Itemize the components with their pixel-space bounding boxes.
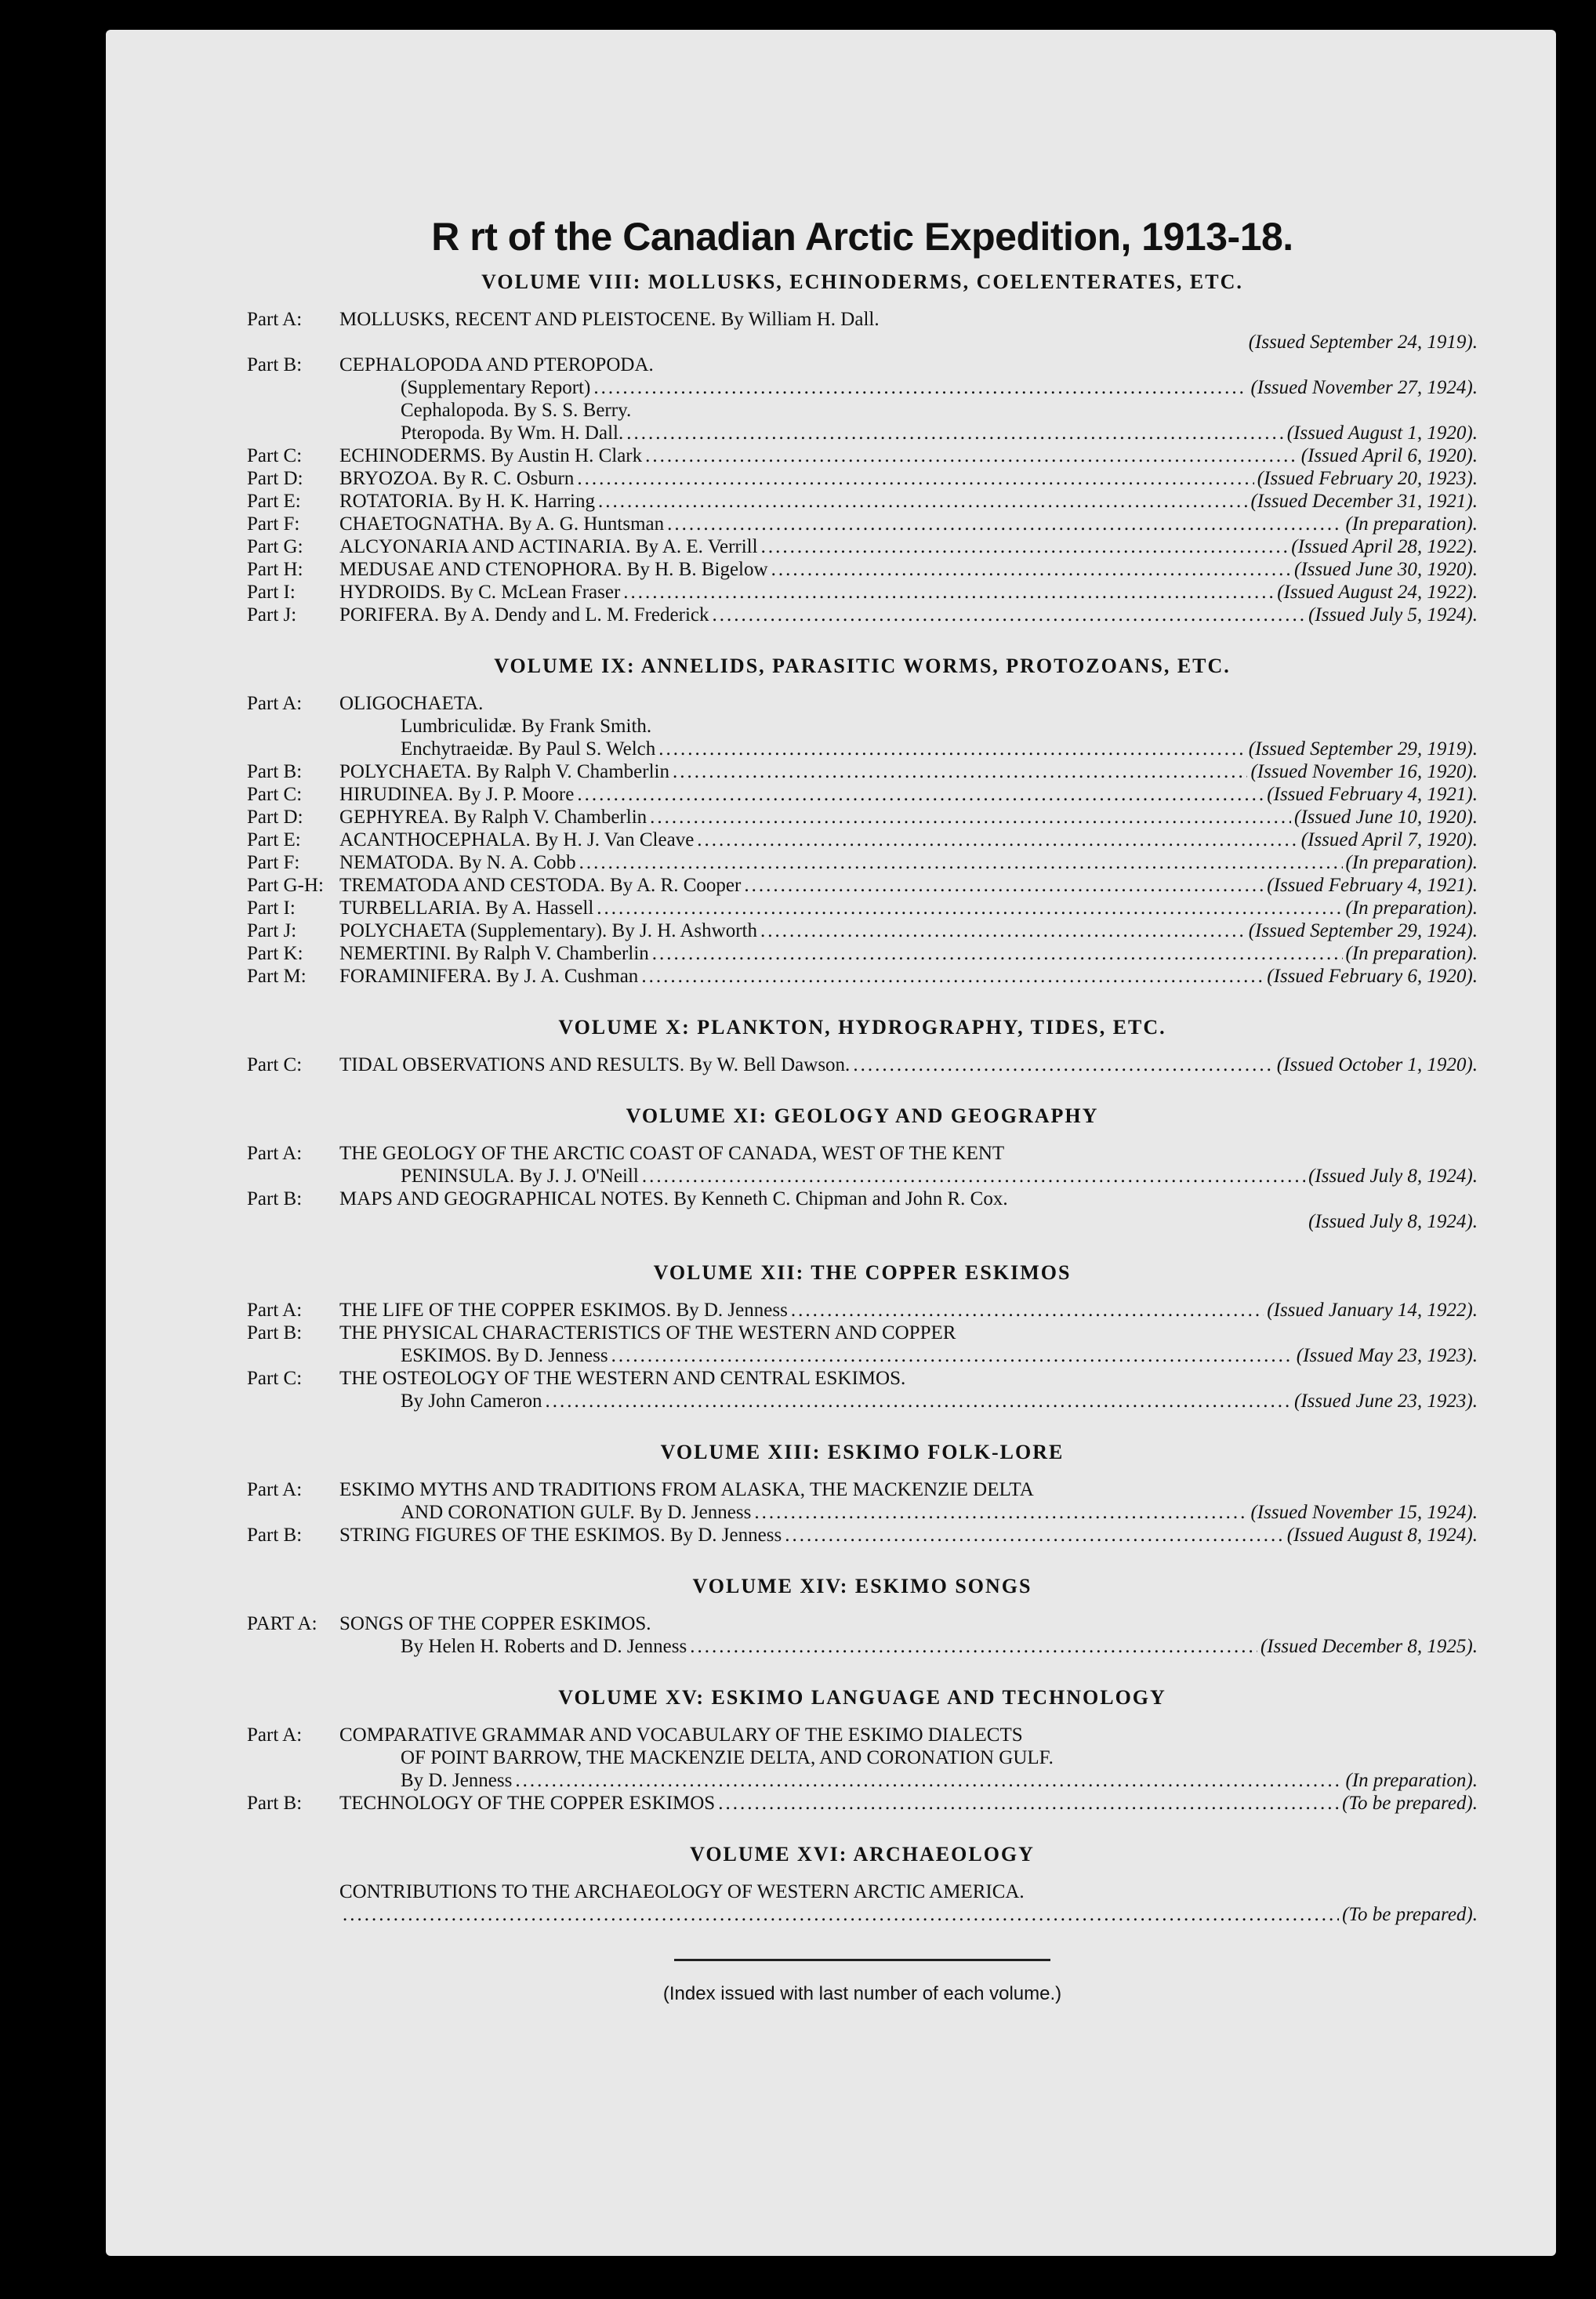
volume-heading: VOLUME IX: ANNELIDS, PARASITIC WORMS, PROTOZOANS, ETC. bbox=[494, 655, 1231, 677]
entry-title: Cephalopoda. By S. S. Berry. bbox=[401, 400, 632, 421]
entry-body bbox=[339, 1880, 1478, 1926]
page-title: R rt of the Canadian Arctic Expedition, 1913-18. bbox=[431, 215, 1293, 259]
part-label: Part M: bbox=[247, 966, 307, 987]
volume-heading: VOLUME XIII: ESKIMO FOLK-LORE bbox=[660, 1441, 1065, 1463]
entry-line bbox=[339, 1053, 1478, 1076]
entry-title: STRING FIGURES OF THE ESKIMOS. By D. Jenness bbox=[339, 1525, 782, 1546]
list-item bbox=[247, 354, 1478, 444]
entry-line bbox=[339, 1746, 1478, 1769]
entry-body bbox=[339, 535, 1478, 558]
entry-title: POLYCHAETA (Supplementary). By J. H. Ashworth bbox=[339, 920, 757, 941]
entry-title: CONTRIBUTIONS TO THE ARCHAEOLOGY OF WESTERN ARCTIC AMERICA. bbox=[339, 1881, 1025, 1902]
entry-title: ALCYONARIA AND ACTINARIA. By A. E. Verrill bbox=[339, 536, 758, 557]
volume-entries bbox=[247, 692, 1478, 988]
list-item bbox=[247, 1524, 1478, 1547]
entry-title: PENINSULA. By J. J. O'Neill bbox=[401, 1166, 639, 1187]
list-item bbox=[247, 897, 1478, 919]
volume-entries bbox=[247, 1053, 1478, 1076]
entry-title: PORIFERA. By A. Dendy and L. M. Frederick bbox=[339, 604, 709, 626]
entry-body bbox=[339, 604, 1478, 626]
part-label: Part B: bbox=[247, 1322, 303, 1344]
issued-date: (Issued June 30, 1920). bbox=[1294, 559, 1478, 580]
list-item bbox=[247, 1299, 1478, 1322]
leader-dots bbox=[658, 738, 1245, 760]
entry-title: Pteropoda. By Wm. H. Dall. bbox=[401, 422, 624, 444]
part-label: Part A: bbox=[247, 1724, 303, 1746]
entry-line bbox=[339, 1635, 1478, 1658]
part-label: Part J: bbox=[247, 920, 297, 941]
leader-dots bbox=[645, 444, 1298, 467]
entry-body bbox=[339, 942, 1478, 965]
volume-heading: VOLUME XII: THE COPPER ESKIMOS bbox=[653, 1261, 1072, 1284]
part-label: Part A: bbox=[247, 693, 303, 714]
list-item bbox=[247, 1478, 1478, 1524]
volume-entries bbox=[247, 1299, 1478, 1412]
entry-line bbox=[339, 1344, 1478, 1367]
leader-dots bbox=[343, 1903, 1339, 1926]
entry-line bbox=[339, 422, 1478, 444]
entry-title: OLIGOCHAETA. bbox=[339, 693, 484, 714]
list-item bbox=[247, 581, 1478, 604]
part-label: Part A: bbox=[247, 1143, 303, 1164]
entry-title: ACANTHOCEPHALA. By H. J. Van Cleave bbox=[339, 829, 695, 850]
part-label: Part C: bbox=[247, 784, 303, 805]
volume-entries bbox=[247, 1880, 1478, 1926]
volume-list bbox=[247, 270, 1478, 1926]
entry-title: NEMERTINI. By Ralph V. Chamberlin bbox=[339, 943, 649, 964]
issued-date: (In preparation). bbox=[1345, 897, 1478, 919]
part-label: Part B: bbox=[247, 354, 303, 375]
part-label: Part G-H: bbox=[247, 875, 324, 896]
list-item bbox=[247, 783, 1478, 806]
entry-title: ECHINODERMS. By Austin H. Clark bbox=[339, 445, 643, 466]
volume-entries bbox=[247, 1612, 1478, 1658]
entry-line bbox=[339, 1501, 1478, 1524]
entry-body bbox=[339, 1299, 1478, 1322]
entry-title: ROTATORIA. By H. K. Harring bbox=[339, 491, 595, 512]
issued-date: (Issued June 23, 1923). bbox=[1294, 1391, 1478, 1412]
entry-body bbox=[339, 692, 1478, 760]
entry-line bbox=[339, 1612, 1478, 1635]
entry-line bbox=[339, 604, 1478, 626]
leader-dots bbox=[754, 1501, 1247, 1524]
list-item bbox=[247, 535, 1478, 558]
list-item bbox=[247, 1880, 1478, 1926]
part-label: Part B: bbox=[247, 761, 303, 782]
leader-dots bbox=[641, 965, 1264, 988]
issued-date: (Issued July 8, 1924). bbox=[1308, 1166, 1478, 1187]
part-label bbox=[247, 1880, 339, 1926]
list-item bbox=[247, 558, 1478, 581]
part-label: PART A: bbox=[247, 1613, 317, 1634]
list-item bbox=[247, 1724, 1478, 1792]
entry-title: ESKIMOS. By D. Jenness bbox=[401, 1345, 608, 1366]
volume-entries bbox=[247, 1724, 1478, 1815]
entry-title: OF POINT BARROW, THE MACKENZIE DELTA, AND CORONATION GULF. bbox=[401, 1747, 1054, 1768]
issued-date: (Issued August 1, 1920). bbox=[1286, 422, 1478, 444]
leader-dots bbox=[771, 558, 1291, 581]
entry-line bbox=[339, 308, 1478, 331]
list-item bbox=[247, 1792, 1478, 1815]
leader-dots bbox=[579, 851, 1343, 874]
entry-line bbox=[339, 399, 1478, 422]
entry-line bbox=[339, 1322, 1478, 1344]
entry-line bbox=[339, 806, 1478, 829]
issued-date: (Issued November 16, 1920). bbox=[1250, 761, 1478, 782]
entry-title: CEPHALOPODA AND PTEROPODA. bbox=[339, 354, 654, 375]
entry-line bbox=[339, 1390, 1478, 1412]
part-label: Part E: bbox=[247, 491, 301, 512]
issued-date: (In preparation). bbox=[1345, 943, 1478, 964]
issued-date: (In preparation). bbox=[1345, 513, 1478, 535]
issued-date: (Issued August 24, 1922). bbox=[1277, 582, 1478, 603]
entry-title: SONGS OF THE COPPER ESKIMOS. bbox=[339, 1613, 651, 1634]
entry-line bbox=[339, 1210, 1478, 1233]
entry-title: TIDAL OBSERVATIONS AND RESULTS. By W. Bell Dawson. bbox=[339, 1054, 851, 1075]
entry-line bbox=[339, 376, 1478, 399]
entry-line bbox=[339, 581, 1478, 604]
issued-date: (Issued December 31, 1921). bbox=[1250, 491, 1478, 512]
issued-date: (Issued October 1, 1920). bbox=[1276, 1054, 1478, 1075]
leader-dots bbox=[673, 760, 1248, 783]
list-item bbox=[247, 308, 1478, 354]
leader-dots bbox=[744, 874, 1264, 897]
page-content bbox=[247, 214, 1478, 2005]
list-item bbox=[247, 806, 1478, 829]
entry-line bbox=[339, 1769, 1478, 1792]
issued-date: (Issued July 8, 1924). bbox=[1308, 1211, 1478, 1232]
entry-line bbox=[339, 738, 1478, 760]
issued-date: (Issued February 6, 1920). bbox=[1267, 966, 1478, 987]
entry-line bbox=[339, 715, 1478, 738]
leader-dots bbox=[690, 1635, 1257, 1658]
entry-title: Enchytraeidæ. By Paul S. Welch bbox=[401, 738, 656, 760]
entry-body bbox=[339, 308, 1478, 354]
issued-date: (Issued July 5, 1924). bbox=[1308, 604, 1478, 626]
entry-body bbox=[339, 1524, 1478, 1547]
entry-line bbox=[339, 783, 1478, 806]
list-item bbox=[247, 760, 1478, 783]
part-label: Part A: bbox=[247, 1479, 303, 1500]
leader-dots bbox=[718, 1792, 1339, 1815]
leader-dots bbox=[642, 1165, 1305, 1188]
issued-date: (Issued February 4, 1921). bbox=[1267, 784, 1478, 805]
entry-line bbox=[339, 1299, 1478, 1322]
leader-dots bbox=[593, 376, 1247, 399]
entry-title: THE GEOLOGY OF THE ARCTIC COAST OF CANADA, WEST OF THE KENT bbox=[339, 1143, 1005, 1164]
entry-body bbox=[339, 1367, 1478, 1412]
entry-line bbox=[339, 535, 1478, 558]
issued-date: (Issued September 24, 1919). bbox=[1248, 332, 1478, 353]
part-label: Part C: bbox=[247, 445, 303, 466]
entry-title: TURBELLARIA. By A. Hassell bbox=[339, 897, 594, 919]
list-item bbox=[247, 490, 1478, 513]
entry-body bbox=[339, 829, 1478, 851]
volume-heading: VOLUME XI: GEOLOGY AND GEOGRAPHY bbox=[626, 1104, 1099, 1127]
entry-line bbox=[339, 1188, 1478, 1210]
entry-line bbox=[339, 1880, 1478, 1903]
volume-entries bbox=[247, 1478, 1478, 1547]
leader-dots bbox=[853, 1053, 1273, 1076]
list-item bbox=[247, 965, 1478, 988]
entry-line bbox=[339, 354, 1478, 376]
part-label: Part C: bbox=[247, 1368, 303, 1389]
entry-title: By Helen H. Roberts and D. Jenness bbox=[401, 1636, 687, 1657]
entry-line bbox=[339, 942, 1478, 965]
part-label: Part J: bbox=[247, 604, 297, 626]
entry-body bbox=[339, 1612, 1478, 1658]
issued-date: (Issued September 29, 1924). bbox=[1248, 920, 1478, 941]
part-label: Part G: bbox=[247, 536, 303, 557]
entry-title: HIRUDINEA. By J. P. Moore bbox=[339, 784, 575, 805]
entry-line bbox=[339, 1792, 1478, 1815]
list-item bbox=[247, 604, 1478, 626]
leader-dots bbox=[760, 919, 1246, 942]
leader-dots bbox=[697, 829, 1297, 851]
issued-date: (Issued February 4, 1921). bbox=[1267, 875, 1478, 896]
entry-body bbox=[339, 1188, 1478, 1233]
entry-body bbox=[339, 806, 1478, 829]
entry-line bbox=[339, 558, 1478, 581]
part-label: Part I: bbox=[247, 897, 296, 919]
entry-title: THE OSTEOLOGY OF THE WESTERN AND CENTRAL ESKIMOS. bbox=[339, 1368, 906, 1389]
entry-title: CHAETOGNATHA. By A. G. Huntsman bbox=[339, 513, 665, 535]
entry-body bbox=[339, 965, 1478, 988]
entry-title: MOLLUSKS, RECENT AND PLEISTOCENE. By William H. Dall. bbox=[339, 309, 880, 330]
entry-title: By John Cameron bbox=[401, 1391, 542, 1412]
list-item bbox=[247, 851, 1478, 874]
entry-line bbox=[339, 1478, 1478, 1501]
entry-body bbox=[339, 467, 1478, 490]
issued-date: (Issued April 6, 1920). bbox=[1300, 445, 1478, 466]
part-label: Part B: bbox=[247, 1793, 303, 1814]
part-label: Part H: bbox=[247, 559, 303, 580]
leader-dots bbox=[598, 490, 1247, 513]
part-label: Part C: bbox=[247, 1054, 303, 1075]
part-label: Part I: bbox=[247, 582, 296, 603]
part-label: Part E: bbox=[247, 829, 301, 850]
entry-body bbox=[339, 1478, 1478, 1524]
volume-heading: VOLUME XIV: ESKIMO SONGS bbox=[692, 1575, 1032, 1597]
issued-date: (Issued May 23, 1923). bbox=[1296, 1345, 1478, 1366]
index-note: (Index issued with last number of each volume.) bbox=[662, 1983, 1062, 2004]
entry-line bbox=[339, 1903, 1478, 1926]
entry-title: COMPARATIVE GRAMMAR AND VOCABULARY OF THE ESKIMO DIALECTS bbox=[339, 1724, 1023, 1746]
entry-body bbox=[339, 897, 1478, 919]
entry-line bbox=[339, 851, 1478, 874]
entry-line bbox=[339, 919, 1478, 942]
entry-title: POLYCHAETA. By Ralph V. Chamberlin bbox=[339, 761, 669, 782]
entry-body bbox=[339, 513, 1478, 535]
part-label: Part A: bbox=[247, 1300, 303, 1321]
list-item bbox=[247, 1053, 1478, 1076]
entry-body bbox=[339, 558, 1478, 581]
entry-body bbox=[339, 581, 1478, 604]
list-item bbox=[247, 874, 1478, 897]
entry-body bbox=[339, 490, 1478, 513]
leader-dots bbox=[611, 1344, 1293, 1367]
issued-date: (Issued December 8, 1925). bbox=[1260, 1636, 1478, 1657]
leader-dots bbox=[597, 897, 1342, 919]
issued-date: (Issued April 7, 1920). bbox=[1300, 829, 1478, 850]
entry-title: NEMATODA. By N. A. Cobb bbox=[339, 852, 576, 873]
part-label: Part K: bbox=[247, 943, 303, 964]
list-item bbox=[247, 829, 1478, 851]
issued-date: (Issued September 29, 1919). bbox=[1248, 738, 1478, 760]
leader-dots bbox=[546, 1390, 1291, 1412]
document-page bbox=[106, 30, 1556, 2256]
issued-date: (Issued January 14, 1922). bbox=[1267, 1300, 1478, 1321]
leader-dots bbox=[713, 604, 1306, 626]
leader-dots bbox=[650, 806, 1291, 829]
entry-title: AND CORONATION GULF. By D. Jenness bbox=[401, 1502, 752, 1523]
issued-date: (Issued November 27, 1924). bbox=[1250, 377, 1478, 398]
entry-title: (Supplementary Report) bbox=[401, 377, 591, 398]
entry-line bbox=[339, 829, 1478, 851]
entry-line bbox=[339, 760, 1478, 783]
part-label: Part B: bbox=[247, 1188, 303, 1209]
list-item bbox=[247, 1142, 1478, 1188]
entry-line bbox=[339, 965, 1478, 988]
volume-entries bbox=[247, 308, 1478, 626]
issued-date: (Issued June 10, 1920). bbox=[1294, 807, 1478, 828]
issued-date: (Issued August 8, 1924). bbox=[1286, 1525, 1478, 1546]
list-item bbox=[247, 942, 1478, 965]
entry-body bbox=[339, 354, 1478, 444]
entry-line bbox=[339, 1724, 1478, 1746]
list-item bbox=[247, 692, 1478, 760]
list-item bbox=[247, 467, 1478, 490]
issued-date: (Issued November 15, 1924). bbox=[1250, 1502, 1478, 1523]
entry-body bbox=[339, 1053, 1478, 1076]
part-label: Part D: bbox=[247, 807, 303, 828]
entry-line bbox=[339, 331, 1478, 354]
entry-line bbox=[339, 444, 1478, 467]
entry-title: FORAMINIFERA. By J. A. Cushman bbox=[339, 966, 639, 987]
entry-title: ESKIMO MYTHS AND TRADITIONS FROM ALASKA, THE MACKENZIE DELTA bbox=[339, 1479, 1034, 1500]
list-item bbox=[247, 919, 1478, 942]
part-label: Part B: bbox=[247, 1525, 303, 1546]
entry-title: MEDUSAE AND CTENOPHORA. By H. B. Bigelow bbox=[339, 559, 768, 580]
leader-dots bbox=[626, 422, 1283, 444]
entry-line bbox=[339, 513, 1478, 535]
leader-dots bbox=[623, 581, 1274, 604]
volume-entries bbox=[247, 1142, 1478, 1233]
volume-heading: VOLUME XVI: ARCHAEOLOGY bbox=[690, 1843, 1035, 1866]
entry-title: BRYOZOA. By R. C. Osburn bbox=[339, 468, 575, 489]
issued-date: (To be prepared). bbox=[1342, 1793, 1478, 1814]
entry-title: TECHNOLOGY OF THE COPPER ESKIMOS bbox=[339, 1793, 716, 1814]
issued-date: (Issued February 20, 1923). bbox=[1257, 468, 1478, 489]
entry-line bbox=[339, 1367, 1478, 1390]
entry-title: By D. Jenness bbox=[401, 1770, 513, 1791]
list-item bbox=[247, 1612, 1478, 1658]
part-label: Part A: bbox=[247, 309, 303, 330]
issued-date: (In preparation). bbox=[1345, 852, 1478, 873]
entry-title: TREMATODA AND CESTODA. By A. R. Cooper bbox=[339, 875, 742, 896]
entry-body bbox=[339, 919, 1478, 942]
entry-body bbox=[339, 1724, 1478, 1792]
entry-line bbox=[339, 874, 1478, 897]
volume-heading: VOLUME VIII: MOLLUSKS, ECHINODERMS, COELENTERATES, ETC. bbox=[481, 270, 1243, 293]
leader-dots bbox=[761, 535, 1289, 558]
issued-date: (Issued April 28, 1922). bbox=[1291, 536, 1478, 557]
entry-body bbox=[339, 1322, 1478, 1367]
part-label: Part F: bbox=[247, 852, 300, 873]
entry-line bbox=[339, 490, 1478, 513]
entry-body bbox=[339, 444, 1478, 467]
list-item bbox=[247, 1188, 1478, 1233]
leader-dots bbox=[652, 942, 1343, 965]
issued-date: (To be prepared). bbox=[1342, 1904, 1478, 1925]
volume-heading: VOLUME XV: ESKIMO LANGUAGE AND TECHNOLOGY bbox=[558, 1686, 1166, 1709]
entry-body bbox=[339, 783, 1478, 806]
part-label: Part F: bbox=[247, 513, 300, 535]
entry-title: GEPHYREA. By Ralph V. Chamberlin bbox=[339, 807, 647, 828]
leader-dots bbox=[577, 467, 1253, 490]
list-item bbox=[247, 444, 1478, 467]
entry-body bbox=[339, 851, 1478, 874]
leader-dots bbox=[785, 1524, 1284, 1547]
entry-line bbox=[339, 1165, 1478, 1188]
entry-title: THE PHYSICAL CHARACTERISTICS OF THE WESTERN AND COPPER bbox=[339, 1322, 956, 1344]
list-item bbox=[247, 513, 1478, 535]
leader-dots bbox=[791, 1299, 1264, 1322]
leader-dots bbox=[515, 1769, 1342, 1792]
leader-dots bbox=[667, 513, 1342, 535]
entry-body bbox=[339, 1142, 1478, 1188]
volume-heading: VOLUME X: PLANKTON, HYDROGRAPHY, TIDES, ETC. bbox=[558, 1016, 1166, 1039]
entry-line bbox=[339, 692, 1478, 715]
entry-title: MAPS AND GEOGRAPHICAL NOTES. By Kenneth C. Chipman and John R. Cox. bbox=[339, 1188, 1008, 1209]
divider-rule bbox=[674, 1959, 1050, 1961]
entry-line bbox=[339, 467, 1478, 490]
entry-body bbox=[339, 874, 1478, 897]
entry-line bbox=[339, 897, 1478, 919]
entry-title: THE LIFE OF THE COPPER ESKIMOS. By D. Jenness bbox=[339, 1300, 788, 1321]
entry-title: HYDROIDS. By C. McLean Fraser bbox=[339, 582, 621, 603]
list-item bbox=[247, 1322, 1478, 1367]
issued-date: (In preparation). bbox=[1345, 1770, 1478, 1791]
leader-dots bbox=[577, 783, 1264, 806]
part-label: Part D: bbox=[247, 468, 303, 489]
entry-line bbox=[339, 1524, 1478, 1547]
list-item bbox=[247, 1367, 1478, 1412]
entry-title: Lumbriculidæ. By Frank Smith. bbox=[401, 716, 652, 737]
entry-body bbox=[339, 1792, 1478, 1815]
entry-line bbox=[339, 1142, 1478, 1165]
entry-body bbox=[339, 760, 1478, 783]
